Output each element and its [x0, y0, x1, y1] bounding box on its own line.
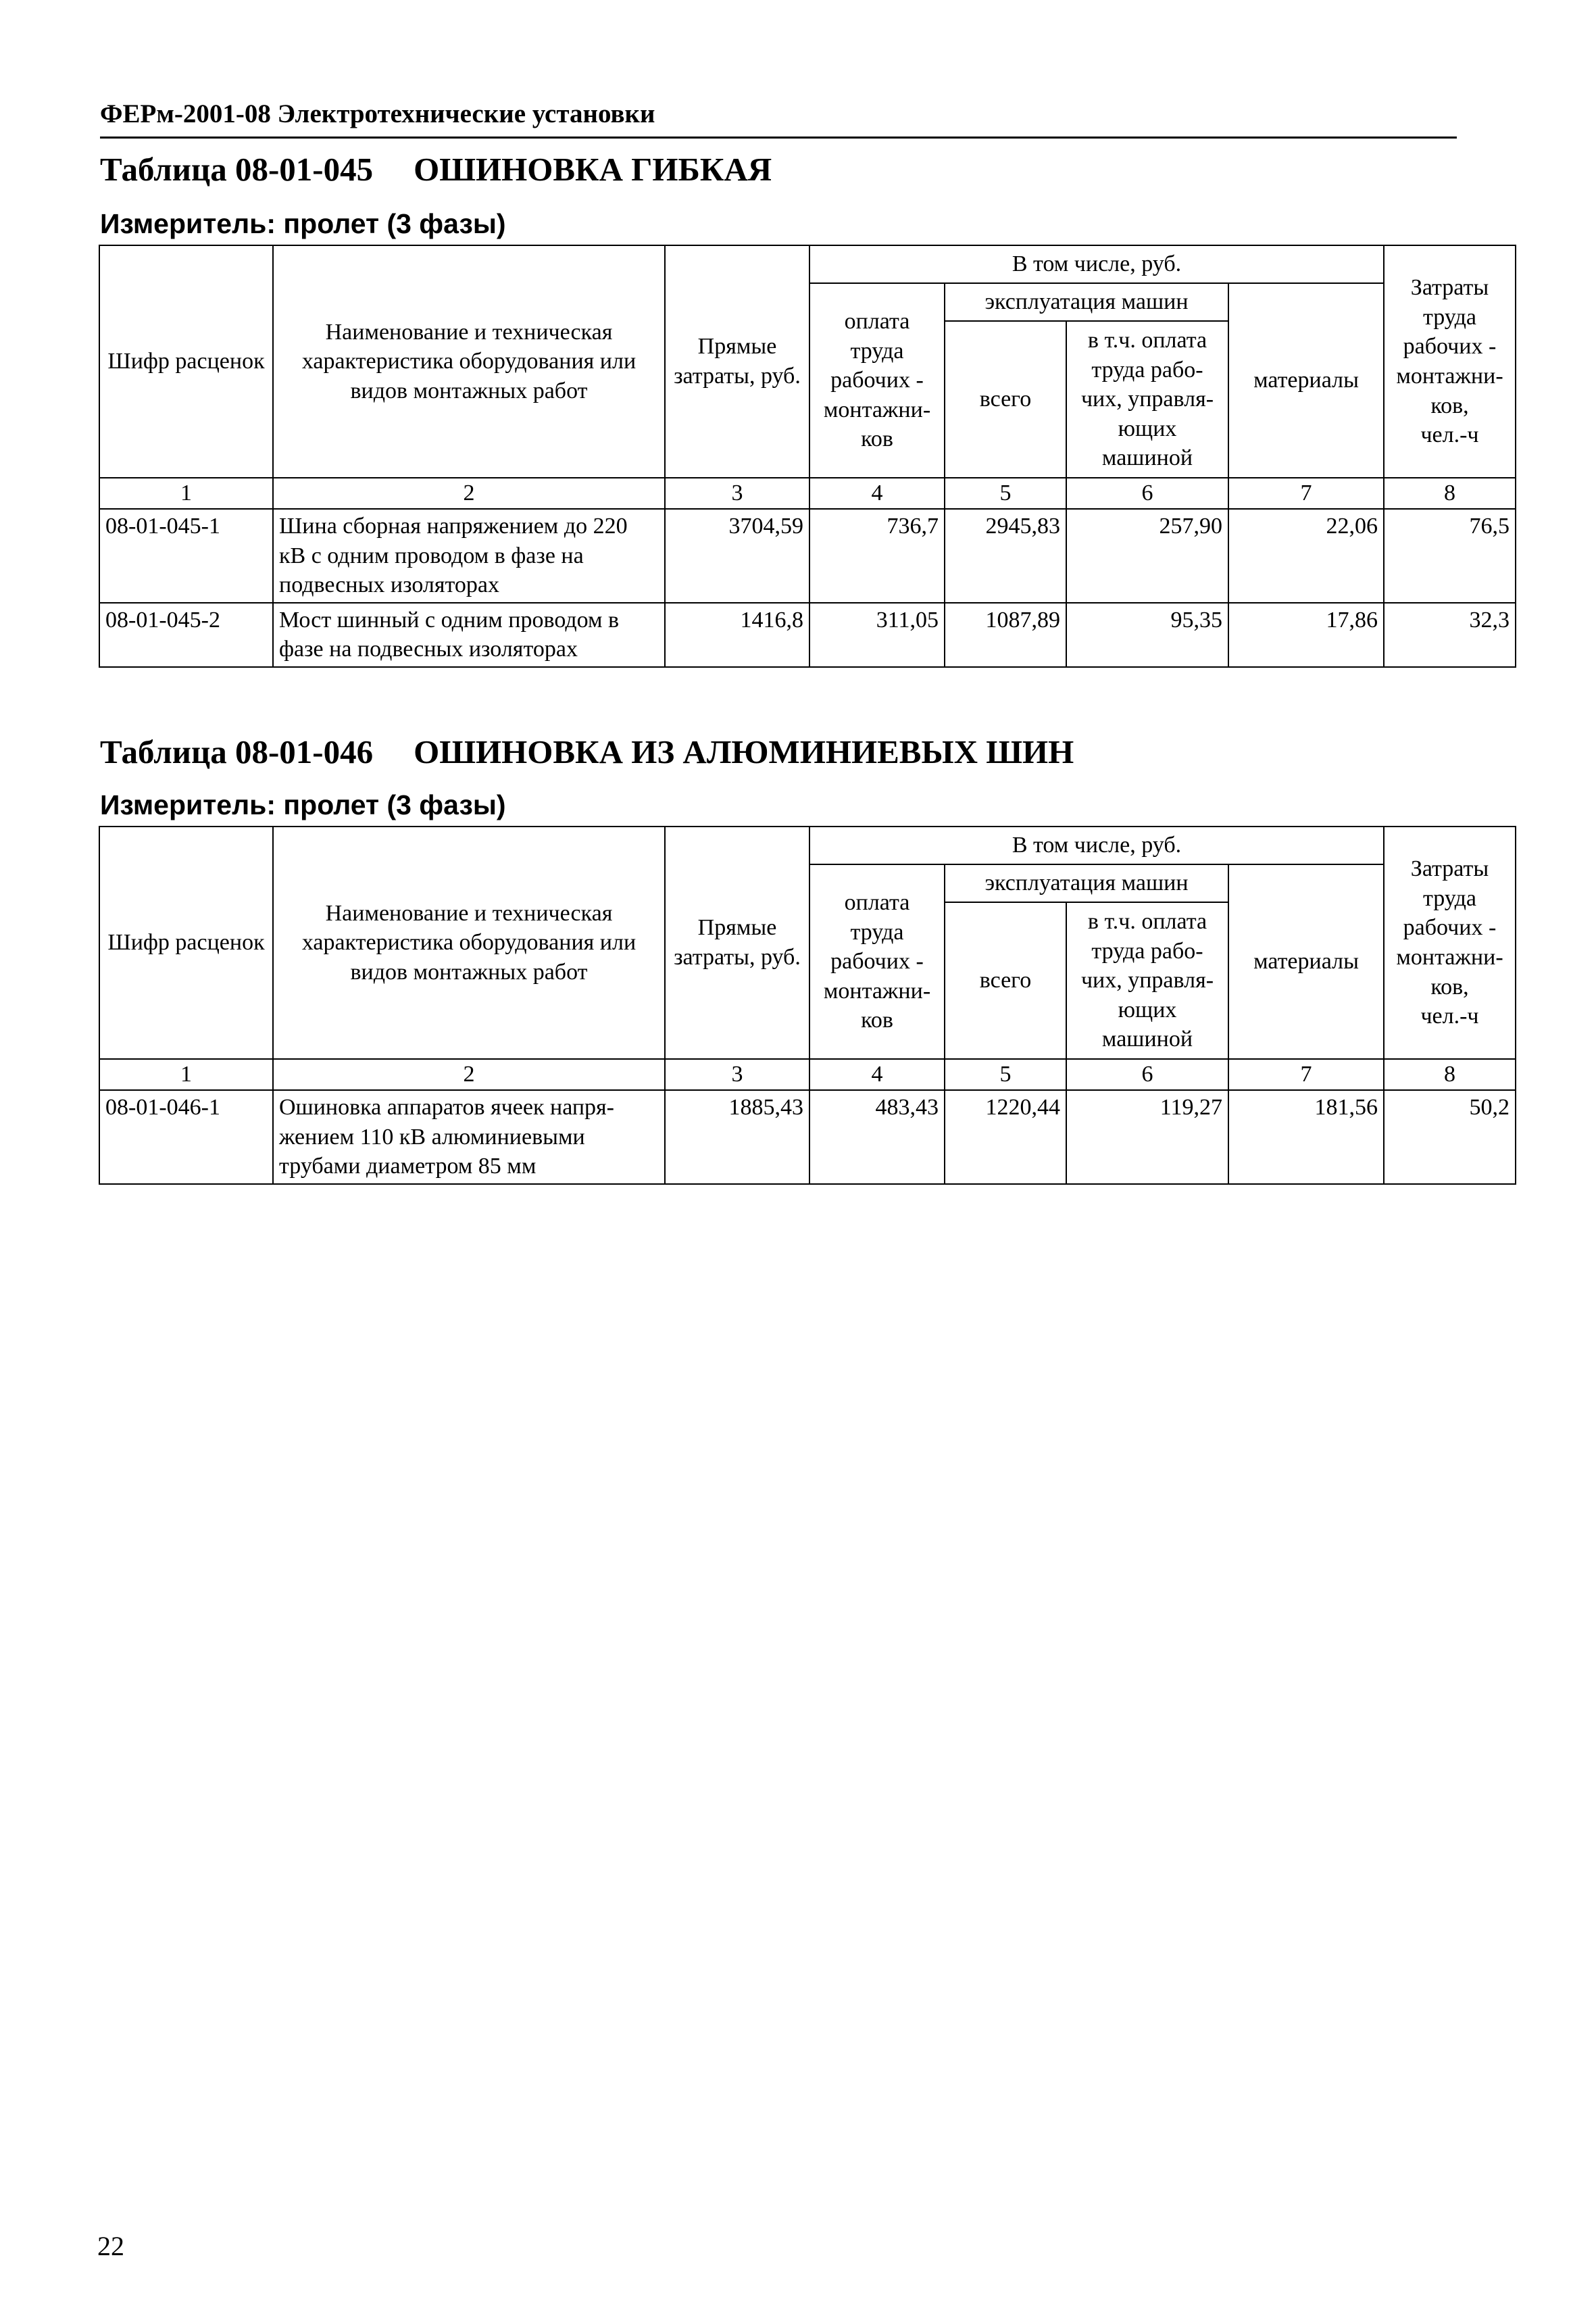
table-2-title: ОШИНОВКА ИЗ АЛЮМИНИЕВЫХ ШИН [414, 733, 1074, 770]
row-wages: 483,43 [809, 1090, 945, 1184]
header-wages: оплата труда рабочих - монтажни-ков [809, 864, 945, 1059]
column-number: 5 [945, 1059, 1066, 1090]
table-1-number: Таблица 08-01-045 [100, 151, 374, 188]
column-numbers-row [99, 1059, 1516, 1090]
row-materials: 181,56 [1228, 1090, 1384, 1184]
header-machines-wages: в т.ч. оплата труда рабо-чих, управля-ющих машиной [1066, 902, 1228, 1059]
header-machines-wages: в т.ч. оплата труда рабо-чих, управля-ющих машиной [1066, 321, 1228, 478]
row-wages: 736,7 [809, 509, 945, 603]
column-number: 3 [665, 1059, 809, 1090]
header-direct-costs: Прямые затраты, руб. [665, 827, 809, 1059]
column-numbers-row [99, 478, 1516, 509]
table-2 [99, 826, 1516, 1185]
header-labor [1384, 827, 1516, 1059]
column-number: 1 [99, 478, 273, 509]
header-labor-unit: чел.-ч [1420, 422, 1479, 448]
row-name: Мост шинный с одним проводом в фазе на подвесных изоляторах [273, 603, 665, 667]
column-number: 8 [1384, 1059, 1516, 1090]
row-code: 08-01-045-1 [99, 509, 273, 603]
table-2-number: Таблица 08-01-046 [100, 733, 374, 770]
column-number: 4 [809, 1059, 945, 1090]
column-number: 5 [945, 478, 1066, 509]
table-row [99, 1090, 1516, 1184]
header-including: В том числе, руб. [809, 245, 1384, 283]
row-code: 08-01-046-1 [99, 1090, 273, 1184]
header-wages: оплата труда рабочих - монтажни-ков [809, 283, 945, 478]
table-row [99, 603, 1516, 667]
header-direct-costs: Прямые затраты, руб. [665, 245, 809, 478]
row-machines-total: 1220,44 [945, 1090, 1066, 1184]
running-title: ФЕРм-2001-08 Электротехнические установки [100, 99, 655, 128]
header-code: Шифр расценок [99, 827, 273, 1059]
column-number: 7 [1228, 1059, 1384, 1090]
column-number: 7 [1228, 478, 1384, 509]
page-number: 22 [97, 2231, 124, 2261]
header-materials: материалы [1228, 283, 1384, 478]
row-name: Ошиновка аппаратов ячеек напря-жением 110 кВ алюминиевыми трубами диаметром 85 мм [273, 1090, 665, 1184]
row-wages: 311,05 [809, 603, 945, 667]
header-including: В том числе, руб. [809, 827, 1384, 864]
row-materials: 22,06 [1228, 509, 1384, 603]
column-number: 6 [1066, 1059, 1228, 1090]
header-materials: материалы [1228, 864, 1384, 1059]
table-1-heading [100, 150, 772, 189]
row-materials: 17,86 [1228, 603, 1384, 667]
row-labor: 76,5 [1384, 509, 1516, 603]
running-header [100, 93, 1457, 139]
row-machines-total: 2945,83 [945, 509, 1066, 603]
row-code: 08-01-045-2 [99, 603, 273, 667]
row-machines-wages: 119,27 [1066, 1090, 1228, 1184]
column-number: 6 [1066, 478, 1228, 509]
column-number: 2 [273, 478, 665, 509]
column-number: 2 [273, 1059, 665, 1090]
row-direct: 1885,43 [665, 1090, 809, 1184]
header-name: Наименование и техническая характеристика оборудования или видов монтажных работ [273, 827, 665, 1059]
table-1 [99, 245, 1516, 668]
header-labor-text: Затраты труда рабочих - монтажни-ков, [1396, 856, 1503, 1000]
row-machines-wages: 257,90 [1066, 509, 1228, 603]
column-number: 8 [1384, 478, 1516, 509]
row-direct: 3704,59 [665, 509, 809, 603]
column-number: 3 [665, 478, 809, 509]
table-row [99, 509, 1516, 603]
header-machines: эксплуатация машин [945, 283, 1228, 321]
header-labor-unit: чел.-ч [1420, 1004, 1479, 1029]
table-2-heading [100, 733, 1074, 771]
row-name: Шина сборная напряжением до 220 кВ с одним проводом в фазе на подвесных изоляторах [273, 509, 665, 603]
header-machines-total: всего [945, 321, 1066, 478]
header-code: Шифр расценок [99, 245, 273, 478]
row-labor: 50,2 [1384, 1090, 1516, 1184]
column-number: 1 [99, 1059, 273, 1090]
row-machines-total: 1087,89 [945, 603, 1066, 667]
column-number: 4 [809, 478, 945, 509]
header-labor [1384, 245, 1516, 478]
table-1-title: ОШИНОВКА ГИБКАЯ [414, 151, 772, 188]
row-machines-wages: 95,35 [1066, 603, 1228, 667]
header-labor-text: Затраты труда рабочих - монтажни-ков, [1396, 275, 1503, 418]
header-machines: эксплуатация машин [945, 864, 1228, 902]
table-2-measure: Измеритель: пролет (3 фазы) [100, 789, 506, 820]
row-direct: 1416,8 [665, 603, 809, 667]
header-machines-total: всего [945, 902, 1066, 1059]
row-labor: 32,3 [1384, 603, 1516, 667]
header-name: Наименование и техническая характеристика оборудования или видов монтажных работ [273, 245, 665, 478]
table-1-measure: Измеритель: пролет (3 фазы) [100, 208, 506, 239]
